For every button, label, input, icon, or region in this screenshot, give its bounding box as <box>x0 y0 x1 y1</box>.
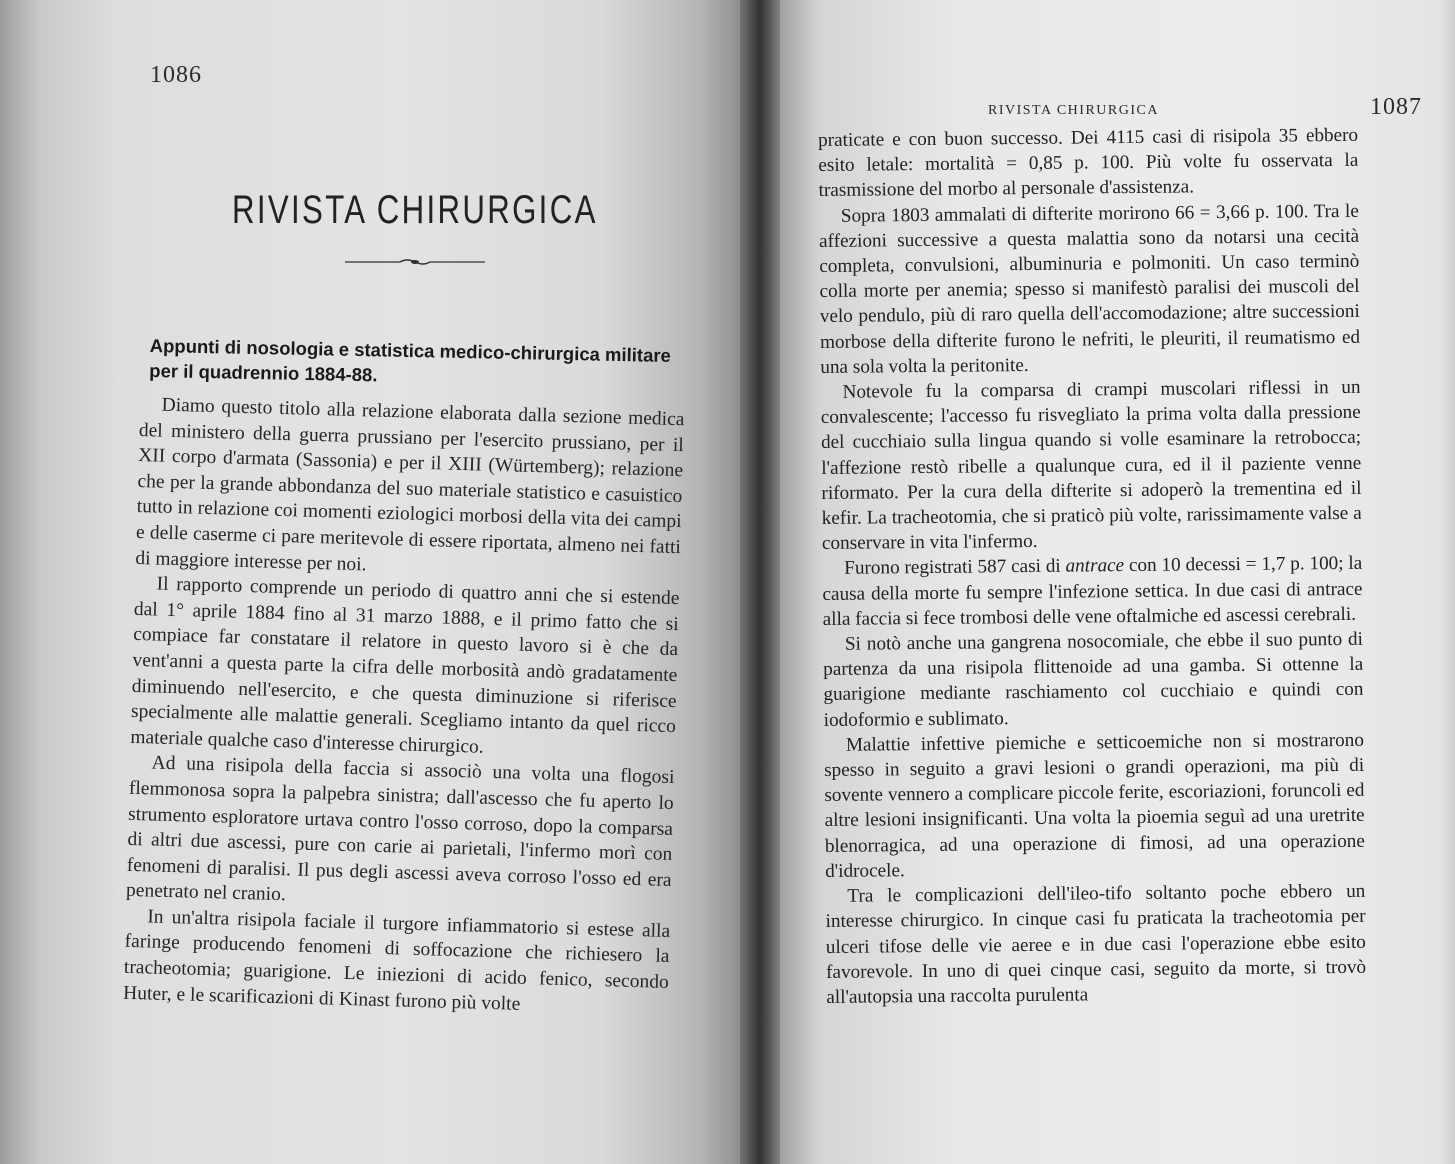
paragraph: Notevole fu la comparsa di crampi muscolari riflessi in un convalescente; l'accesso fu risvegliato la prima volta dalla pressione del cucchiaio sulla lingua quando si volle esaminare la retrobocca; l'affezione restò ribelle a qualunque cura, ed il il paziente venne riformato. Per la cura della difterite si adoperò la trementina ed il kefir. La tracheotomia, che si praticò più volte, rarissimamente valse a conservare in vita l'infermo. <box>820 376 1362 555</box>
paragraph: Sopra 1803 ammalati di difterite morirono 66 = 3,66 p. 100. Tra le affezioni successive a questa malattia sono da notarsi una cecità completa, convulsioni, albuminuria e polmoniti. Un caso terminò colla morte per anemia; spesso si manifestò paralisi dei muscoli del velo pendulo, più di raro quella dell'accomodazione; altre successioni morbose della difterite furono le nefriti, le pleuriti, il reumatismo ed una sola volta la peritonite. <box>818 200 1361 378</box>
text-run: Furono registrati 587 casi di <box>844 556 1066 580</box>
page-number: 1087 <box>1370 94 1422 120</box>
paragraph: Ad una risipola della faccia si associò una volta una flogosi flemmonosa sopra la palpebra sinistra; dall'ascesso che fu aperto lo strumento esploratore urtava contro l'osso corroso, dopo la comparsa di altri due ascessi, pure con carie ai parietali, l'infermo morì con fenomeni di paralisi. Il pus degli ascessi aveva corroso l'osso ed era penetrato nel cranio. <box>125 752 675 906</box>
ornamental-rule <box>345 258 485 266</box>
paragraph: Tra le complicazioni dell'ileo-tifo soltanto poche ebbero un interesse chirurgico. In cinque casi fu praticata la tracheotomia per ulceri tifose delle vie aeree e in due casi l'operazione ebbe esito favorevole. In uno di quei cinque casi, seguito da morte, si trovò all'autopsia una raccolta purulenta <box>825 880 1367 1008</box>
paragraph: praticate e con buon successo. Dei 4115 casi di risipola 35 ebbero esito letale: mortalità = 0,85 p. 100. Più volte fu osservata la trasmissione del morbo al personale d'assistenza. <box>818 124 1359 202</box>
article-title: Appunti di nosologia e statistica medico-chirurgica militare per il quadrennio 1884-88. <box>149 334 672 386</box>
page-number: 1086 <box>150 62 202 88</box>
paragraph: Diamo questo titolo alla relazione elaborata dalla sezione medica del ministero della guerra prussiano per l'esercito prussiano, per il XII corpo d'armata (Sassonia) e per il XIII (Würtemberg); relazione che per la grande abbondanza del suo materiale statistico e casuistico tutto in relazione coi momenti eziologici morbosi della vita dei campi e delle caserme ci pare meritevole di essere riportata, almeno nei fatti di maggiore interesse per noi. <box>135 394 685 575</box>
paragraph: In un'altra risipola faciale il turgore infiammatorio si estese alla faringe producendo fenomeni di soffocazione che richiesero la tracheotomia; guarigione. Le iniezioni di acido fenico, secondo Huter, e le scarificazioni di Kinast furono più volte <box>122 906 671 1015</box>
paragraph: Malattie infettive piemiche e setticoemiche non si mostrarono spesso in seguito a gravi lesioni o grandi operazioni, ma più di sovente vennero a complicare piccole ferite, escoriazioni, foruncoli ed altre lesioni insignificanti. Una volta la pioemia seguì ad una uretrite blenorragica, ad una operazione di fimosi, ad una operazione d'idrocele. <box>824 729 1365 882</box>
section-title: RIVISTA CHIRURGICA <box>232 188 598 232</box>
book-gutter <box>740 0 780 1164</box>
text-run: con 10 decessi = 1,7 p. 100; la causa della morte fu sempre l'infezione settica. In due casi di antrace alla faccia si fece trombosi delle vene oftalmiche ed ascessi cerebrali. <box>822 553 1363 630</box>
italic-term: antrace <box>1065 555 1125 578</box>
paragraph <box>822 551 1363 632</box>
right-body-text <box>818 123 1366 1010</box>
running-head: RIVISTA CHIRURGICA <box>988 103 1159 118</box>
left-body-text <box>123 392 685 1021</box>
paragraph: Si notò anche una gangrena nosocomiale, che ebbe il suo punto di partenza da una risipola flittenoide ad una gamba. Si ottenne la guarigione mediante raschiamento col cucchiaio e quindi con iodoformio e sublimato. <box>823 628 1364 731</box>
paragraph: Il rapporto comprende un periodo di quattro anni che si estende dal 1° aprile 1884 fino al 31 marzo 1888, e il primo fatto che si compiace far constatare il relatore in questo lavoro si è che da vent'anni a questa parte la cifra delle morbosità andò gradatamente diminuendo nell'esercito, e che questa diminuzione si riferisce specialmente alle malattie generali. Scegliamo intanto da quel ricco materiale qualche caso d'interesse chirurgico. <box>130 573 680 758</box>
